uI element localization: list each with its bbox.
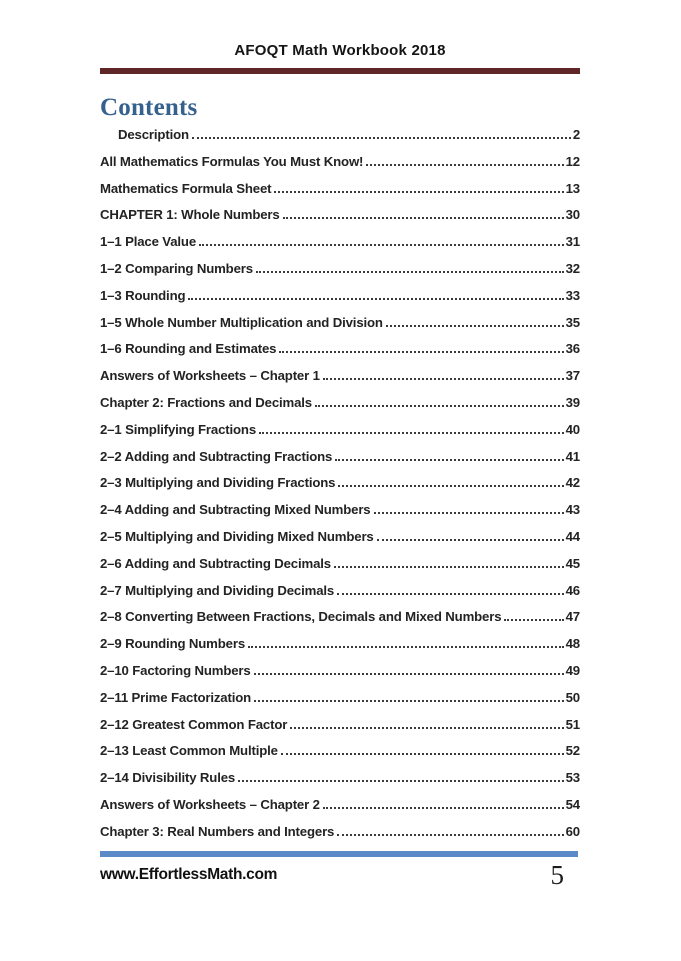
toc-entry-label: All Mathematics Formulas You Must Know!: [100, 153, 364, 169]
toc-entry-label: 2–10 Factoring Numbers: [100, 662, 251, 678]
toc-entry[interactable]: [100, 363, 580, 390]
toc-leader-dots: [366, 164, 563, 166]
footer-website-url: www.EffortlessMath.com: [100, 866, 278, 883]
toc-entry-page: 50: [565, 689, 580, 705]
toc-entry[interactable]: [100, 149, 580, 176]
toc-entry-page: 52: [565, 743, 580, 759]
toc-entry-label: 2–7 Multiplying and Dividing Decimals: [100, 582, 335, 598]
toc-entry[interactable]: [100, 685, 580, 712]
toc-leader-dots: [192, 137, 571, 139]
toc-entry-label: 2–6 Adding and Subtracting Decimals: [100, 555, 331, 571]
toc-leader-dots: [337, 593, 564, 595]
toc-entry[interactable]: [100, 122, 580, 149]
header-rule: [100, 68, 580, 74]
toc-entry-label: Description: [118, 127, 189, 142]
toc-entry-label: 2–4 Adding and Subtracting Mixed Numbers: [100, 502, 371, 518]
toc-entry[interactable]: [100, 524, 580, 551]
toc-leader-dots: [281, 753, 564, 755]
toc-leader-dots: [259, 432, 564, 434]
toc-leader-dots: [256, 271, 564, 273]
toc-entry-page: 41: [565, 448, 580, 464]
toc-leader-dots: [504, 619, 563, 621]
toc-entry-label: 1–1 Place Value: [100, 234, 196, 250]
toc-entry-page: 43: [565, 502, 580, 518]
toc-entry-page: 37: [565, 368, 580, 384]
toc-entry-page: 39: [565, 394, 580, 410]
toc-leader-dots: [323, 378, 564, 380]
toc-entry[interactable]: [100, 202, 580, 229]
toc-leader-dots: [274, 191, 563, 193]
toc-leader-dots: [279, 351, 563, 353]
toc-entry-page: 53: [565, 770, 580, 786]
toc-entry-label: 2–14 Divisibility Rules: [100, 770, 236, 786]
toc-leader-dots: [377, 539, 564, 541]
toc-entry[interactable]: [100, 176, 580, 203]
toc-entry-label: Mathematics Formula Sheet: [100, 180, 272, 196]
toc-entry-label: 2–12 Greatest Common Factor: [100, 716, 288, 732]
toc-entry[interactable]: [100, 310, 580, 337]
footer: [100, 860, 578, 891]
toc-leader-dots: [254, 673, 564, 675]
toc-leader-dots: [290, 727, 563, 729]
toc-leader-dots: [199, 244, 564, 246]
toc-entry-page: 30: [565, 207, 580, 223]
toc-entry[interactable]: [100, 658, 580, 685]
toc-entry-label: Answers of Worksheets – Chapter 2: [100, 796, 320, 812]
toc-entry-page: 48: [565, 636, 580, 652]
toc-leader-dots: [323, 807, 564, 809]
toc-entry[interactable]: [100, 444, 580, 471]
toc-entry-page: 35: [565, 314, 580, 330]
toc-leader-dots: [386, 325, 564, 327]
toc-entry[interactable]: [100, 631, 580, 658]
page-number: 5: [550, 860, 564, 890]
toc-entry-label: Chapter 3: Real Numbers and Integers: [100, 823, 335, 839]
toc-entry-page: 51: [565, 716, 580, 732]
toc-entry[interactable]: [100, 604, 580, 631]
running-header-title: AFOQT Math Workbook 2018: [234, 42, 446, 59]
toc-leader-dots: [334, 566, 564, 568]
toc-entry[interactable]: [100, 256, 580, 283]
toc-entry-page: 42: [565, 475, 580, 491]
toc-entry-page: 40: [565, 421, 580, 437]
toc-entry-label: CHAPTER 1: Whole Numbers: [100, 207, 280, 223]
toc-leader-dots: [337, 834, 563, 836]
toc-entry-label: 2–3 Multiplying and Dividing Fractions: [100, 475, 336, 491]
toc-leader-dots: [188, 298, 563, 300]
toc-entry[interactable]: [100, 819, 580, 846]
footer-rule: [100, 851, 578, 857]
toc-entry-page: 60: [565, 823, 580, 839]
toc-list: [100, 122, 580, 846]
toc-entry-label: 1–6 Rounding and Estimates: [100, 341, 277, 357]
toc-entry[interactable]: [100, 712, 580, 739]
toc-entry-page: 47: [565, 609, 580, 625]
toc-entry-label: 2–8 Converting Between Fractions, Decimals and Mixed Numbers: [100, 609, 502, 625]
toc-leader-dots: [338, 485, 563, 487]
toc-entry-label: 1–2 Comparing Numbers: [100, 260, 253, 276]
toc-leader-dots: [254, 700, 564, 702]
toc-entry[interactable]: [100, 738, 580, 765]
toc-entry[interactable]: [100, 497, 580, 524]
toc-entry-page: 49: [565, 662, 580, 678]
toc-entry-page: 44: [565, 528, 580, 544]
toc-leader-dots: [238, 780, 564, 782]
toc-entry[interactable]: [100, 551, 580, 578]
toc-entry-page: 46: [565, 582, 580, 598]
toc-entry-page: 36: [565, 341, 580, 357]
toc-entry[interactable]: [100, 792, 580, 819]
toc-entry-page: 54: [565, 796, 580, 812]
toc-entry-label: 2–5 Multiplying and Dividing Mixed Numbers: [100, 528, 374, 544]
toc-entry-page: 2: [572, 127, 580, 142]
toc-entry-label: Answers of Worksheets – Chapter 1: [100, 368, 320, 384]
toc-entry-page: 12: [565, 153, 580, 169]
toc-entry-label: Chapter 2: Fractions and Decimals: [100, 394, 312, 410]
toc-leader-dots: [374, 512, 564, 514]
toc-entry[interactable]: [100, 229, 580, 256]
toc-entry[interactable]: [100, 283, 580, 310]
toc-leader-dots: [248, 646, 564, 648]
toc-entry[interactable]: [100, 390, 580, 417]
toc-entry[interactable]: [100, 765, 580, 792]
toc-leader-dots: [335, 459, 563, 461]
toc-entry[interactable]: [100, 578, 580, 605]
toc-entry-label: 1–3 Rounding: [100, 287, 186, 303]
toc-entry-label: 2–11 Prime Factorization: [100, 689, 252, 705]
toc-leader-dots: [315, 405, 564, 407]
toc-entry-label: 2–9 Rounding Numbers: [100, 636, 246, 652]
toc-entry[interactable]: [100, 470, 580, 497]
toc-entry-label: 2–2 Adding and Subtracting Fractions: [100, 448, 333, 464]
toc-entry-label: 1–5 Whole Number Multiplication and Division: [100, 314, 383, 330]
toc-entry-page: 33: [565, 287, 580, 303]
toc-entry-label: 2–13 Least Common Multiple: [100, 743, 278, 759]
toc-entry-label: 2–1 Simplifying Fractions: [100, 421, 257, 437]
contents-heading: Contents: [100, 94, 198, 121]
toc-entry[interactable]: [100, 417, 580, 444]
toc-entry-page: 31: [565, 234, 580, 250]
toc-entry-page: 13: [565, 180, 580, 196]
toc-entry[interactable]: [100, 336, 580, 363]
toc-entry-page: 45: [565, 555, 580, 571]
toc-leader-dots: [283, 217, 564, 219]
toc-entry-page: 32: [565, 260, 580, 276]
